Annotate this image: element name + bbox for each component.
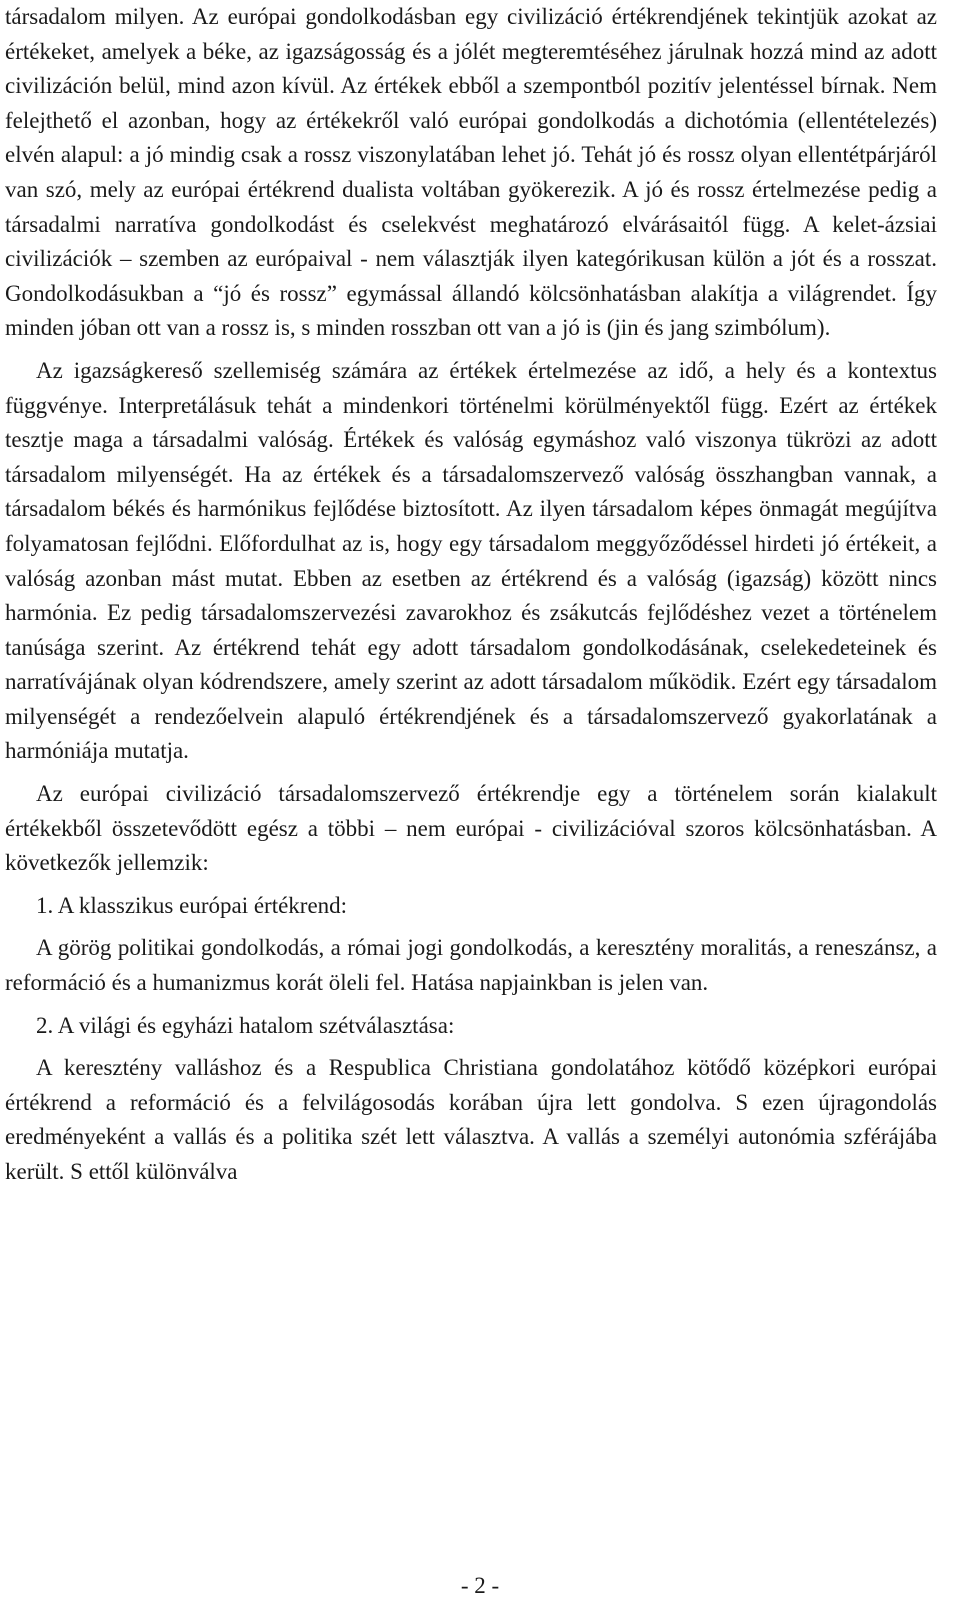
document-page [5,0,937,1190]
numbered-heading-1: 1. A klasszikus európai értékrend: [36,892,348,918]
body-paragraph-2: Az igazságkereső szellemiség számára az értékek értelmezése az idő, a hely és a kontextus függvénye. Interpretálásuk tehát a mindenkori történelmi körülményektől függ. Ezért az értékek tesztje maga a társadalmi valóság. Értékek és valóság egymáshoz való viszonya tükrözi az adott társadalom milyenségét. Ha az értékek és a társadalomszervező valóság összhangban vannak, a társadalom békés és harmónikus fejlődése biztosított. Az ilyen társadalom képes önmagát megújítva folyamatosan fejlődni. Előfordulhat az is, hogy egy társadalom meggyőződéssel hirdeti jó értékeit, a valóság azonban mást mutat. Ebben az esetben az értékrend és a valóság (igazság) között nincs harmónia. Ez pedig társadalomszervezési zavarokhoz és zsákutcás fejlődéshez vezet a történelem tanúsága szerint. Az értékrend tehát egy adott társadalom gondolkodásának, cselekedeteinek és narratívájának olyan kódrendszere, amely szerint az adott társadalom működik. Ezért egy társadalom milyenségét a rendezőelvein alapuló értékrendjének és a társadalomszervező gyakorlatának a harmóniája mutatja. [5,357,937,764]
body-paragraph-1: társadalom milyen. Az európai gondolkodásban egy civilizáció értékrendjének tekintjük azokat az értékeket, amelyek a béke, az igazságosság és a jólét megteremtéséhez járulnak hozzá mind az adott civilizáción belül, mind azon kívül. Az értékek ebből a szempontból pozitív jelentéssel bírnak. Nem felejthető el azonban, hogy az értékekről való európai gondolkodás a dichotómia (ellentételezés) elvén alapul: a jó mindig csak a rossz viszonylatában lehet jó. Tehát jó és rossz olyan ellentétpárjáról van szó, mely az európai értékrend dualista voltában gyökerezik. A jó és rossz értelmezése pedig a társadalmi narratíva gondolkodást és cselekvést meghatározó elvárásaitól függ. A kelet-ázsiai civilizációk – szemben az európaival - nem választják ilyen kategórikusan külön a jót és a rosszat. Gondolkodásukban a “jó és rossz” egymással állandó kölcsönhatásban alakítja a világrendet. Így minden jóban ott van a rossz is, s minden rosszban ott van a jó is (jin és jang szimbólum). [5,4,937,341]
page-number: - 2 - [460,1573,500,1598]
body-paragraph-3: Az európai civilizáció társadalomszervező értékrendje egy a történelem során kialakult értékekből összetevődött egész a többi – nem európai - civilizációval szoros kölcsönhatásban. A következők jellemzik: [5,781,937,876]
body-paragraph-4: A görög politikai gondolkodás, a római jogi gondolkodás, a keresztény moralitás, a reneszánsz, a reformáció és a humanizmus korát öleli fel. Hatása napjainkban is jelen van. [5,935,937,996]
numbered-heading-2: 2. A világi és egyházi hatalom szétválasztása: [36,1012,455,1038]
body-paragraph-5: A keresztény valláshoz és a Respublica Christiana gondolatához kötődő középkori európai értékrend a reformáció és a felvilágosodás korában újra lett gondolva. S ezen újragondolás eredményeként a vallás és a politika szét lett választva. A vallás a személyi autonómia szférájába került. S ettől különválva [5,1055,937,1184]
